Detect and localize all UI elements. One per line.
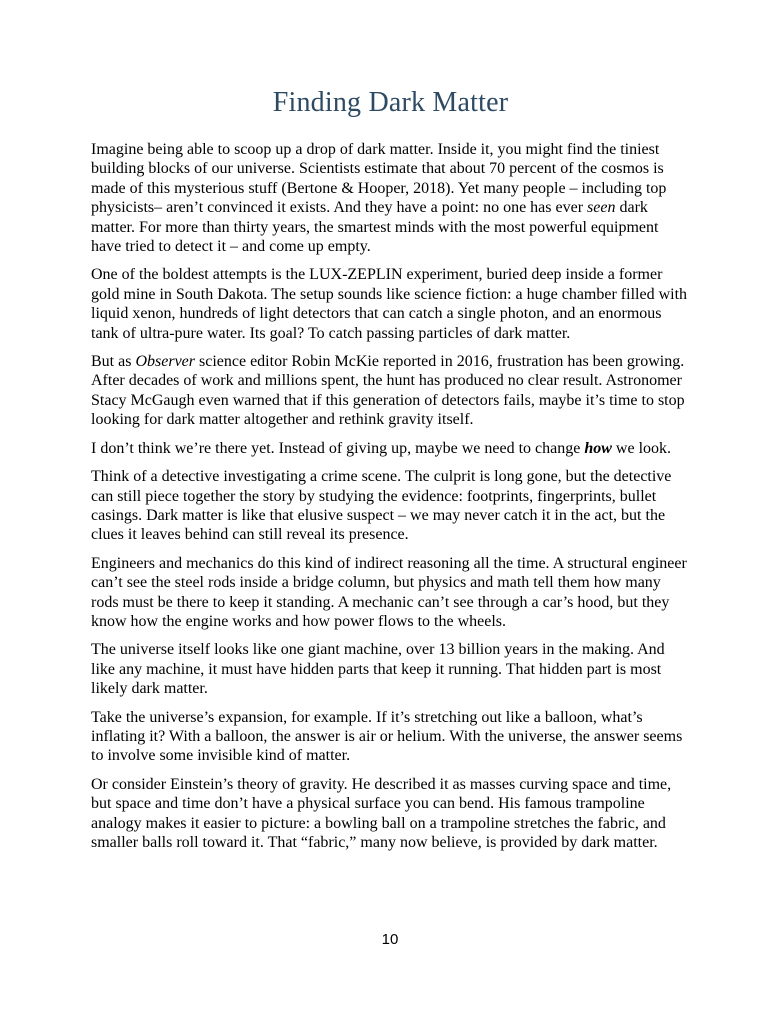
paragraph: [91, 467, 690, 545]
paragraph: [91, 708, 690, 766]
text-run: Take the universe’s expansion, for example. If it’s stretching out like a balloon, what’s inflating it? With a balloon, the answer is air or helium. With the universe, the answer seems to involve some invisible kind of matter.: [91, 708, 683, 765]
text-run: Imagine being able to scoop up a drop of dark matter. Inside it, you might find the tiniest building blocks of our universe. Scientists estimate that about 70 percent of the cosmos is made of this mysterious stuff (Bertone & Hooper, 2018). Yet many people – including top physicists– aren’t convinced it exists. And they have a point: no one has ever: [91, 141, 667, 217]
text-run: Or consider Einstein’s theory of gravity. He described it as masses curving space and time, but space and time don’t have a physical surface you can bend. His famous trampoline analogy makes it easier to picture: a bowling ball on a trampoline stretches the fabric, and smaller balls roll toward it. That “fabric,” many now believe, is provided by dark matter.: [91, 775, 672, 851]
italic-text-run: Observer: [135, 353, 195, 371]
paragraph: [91, 439, 690, 458]
page-title: Finding Dark Matter: [272, 87, 509, 118]
text-run: The universe itself looks like one giant machine, over 13 billion years in the making. And like any machine, it must have hidden parts that keep it running. That hidden part is most likely dark matter.: [91, 641, 665, 698]
body-paragraphs: [91, 140, 690, 852]
text-run: Engineers and mechanics do this kind of indirect reasoning all the time. A structural engineer can’t see the steel rods inside a bridge column, but physics and math tell them how many rods must be there to keep it standing. A mechanic can’t see through a car’s hood, but they know how the engine works and how power flows to the wheels.: [91, 554, 687, 630]
paragraph: [91, 265, 690, 343]
paragraph: [91, 775, 690, 853]
paragraph: [91, 554, 690, 632]
italic-text-run: seen: [587, 199, 616, 217]
text-run: But as: [91, 353, 136, 371]
bold-italic-text-run: how: [584, 439, 612, 457]
text-run: One of the boldest attempts is the LUX-ZEPLIN experiment, buried deep inside a former gold mine in South Dakota. The setup sounds like science fiction: a huge chamber filled with liquid xenon, hundreds of light detectors that can catch a single photon, and an enormous tank of ultra-pure water. Its goal? To catch passing particles of dark matter.: [91, 266, 688, 342]
paragraph: [91, 640, 690, 698]
page-number: 10: [381, 931, 399, 948]
text-run: we look.: [611, 439, 672, 457]
text-run: Think of a detective investigating a crime scene. The culprit is long gone, but the detective can still piece together the story by studying the evidence: footprints, fingerprints, bullet casings. Dark matter is like that elusive suspect – we may never catch it in the act, but the clues it leaves behind can still reveal its presence.: [91, 468, 672, 544]
page-footer: [0, 931, 780, 948]
text-run: science editor Robin McKie reported in 2016, frustration has been growing. After decades of work and millions spent, the hunt has produced no clear result. Astronomer Stacy McGaugh even warned that if this generation of detectors fails, maybe it’s time to stop looking for dark matter altogether and rethink gravity itself.: [91, 353, 685, 429]
paragraph: [91, 140, 690, 256]
paragraph: [91, 352, 690, 430]
text-run: I don’t think we’re there yet. Instead of giving up, maybe we need to change: [91, 439, 585, 457]
text-run: dark matter. For more than thirty years, the smartest minds with the most powerful equipment have tried to detect it – and come up empty.: [91, 199, 659, 256]
